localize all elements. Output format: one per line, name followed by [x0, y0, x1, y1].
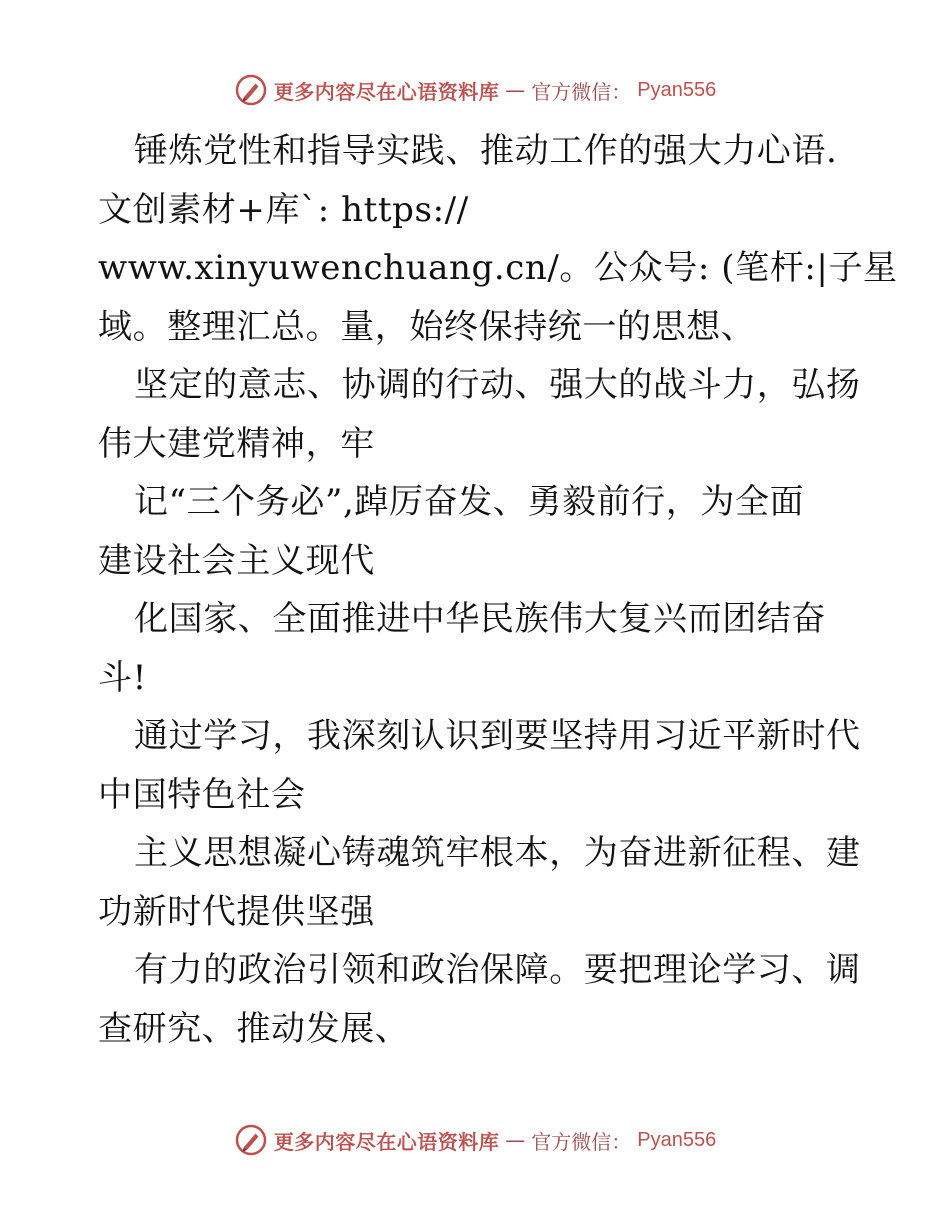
page-footer-banner	[0, 1120, 950, 1160]
body-line: 建设社会主义现代	[98, 540, 375, 581]
body-line: 伟大建党精神，牢	[98, 423, 375, 464]
body-line: 通过学习，我深刻认识到要坚持用习近平新时代	[134, 716, 861, 756]
body-line: 域。整理汇总。量，始终保持统一的思想、	[98, 306, 756, 347]
pen-nib-logo-icon	[234, 73, 268, 107]
footer-wechat-id: Pyan556	[637, 1128, 717, 1151]
document-body	[98, 122, 898, 1058]
header-banner-inner	[234, 73, 716, 107]
footer-banner-inner	[234, 1123, 716, 1157]
page-header-banner	[0, 70, 950, 110]
header-slogan: 更多内容尽在心语资料库	[273, 79, 500, 104]
body-line: 锤炼党性和指导实践、推动工作的强大力心语.	[134, 131, 838, 171]
body-line: 有力的政治引领和政治保障。要把理论学习、调	[134, 950, 861, 990]
footer-separator: —	[505, 1128, 526, 1152]
body-line: 查研究、推动发展、	[98, 1008, 410, 1049]
body-line: 主义思想凝心铸魂筑牢根本，为奋进新征程、建	[134, 833, 861, 873]
body-line: 记“三个务必”,踔厉奋发、勇毅前行，为全面	[134, 482, 805, 522]
footer-slogan: 更多内容尽在心语资料库	[273, 1129, 500, 1154]
header-wechat-label: 官方微信：	[531, 79, 632, 104]
header-wechat-id: Pyan556	[637, 78, 717, 101]
body-line: 中国特色社会	[98, 774, 306, 815]
body-line: 坚定的意志、协调的行动、强大的战斗力，弘扬	[134, 365, 861, 405]
header-separator: —	[505, 78, 526, 102]
body-line: 功新时代提供坚强	[98, 891, 375, 932]
body-line: 斗!	[98, 657, 147, 698]
body-line: www.xinyuwenchuang.cn/。公众号: (笔杆:|子星	[98, 248, 898, 288]
pen-nib-logo-icon	[234, 1123, 268, 1157]
body-line: 化国家、全面推进中华民族伟大复兴而团结奋	[134, 599, 826, 639]
body-line: 文创素材+库`: https://	[98, 189, 469, 230]
footer-wechat-label: 官方微信：	[531, 1129, 632, 1154]
